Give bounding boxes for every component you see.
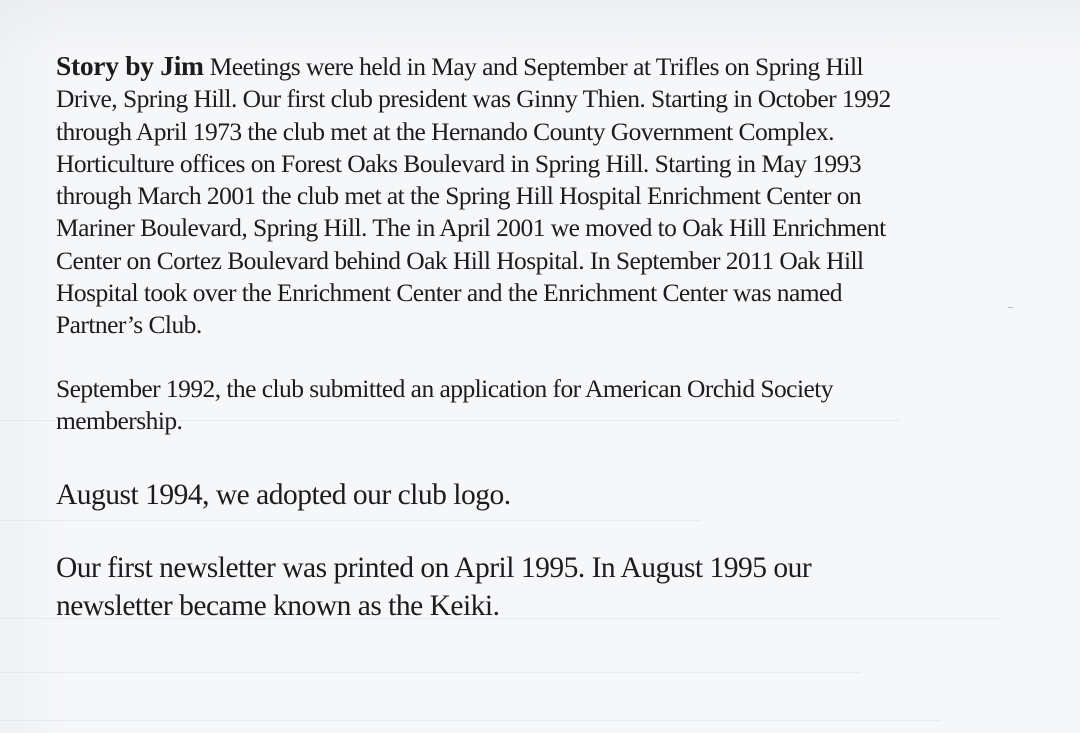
paragraph-line: membership.	[56, 406, 183, 435]
paragraph-line: newsletter became known as the Keiki.	[56, 589, 500, 622]
paragraph-line: Drive, Spring Hill. Our first club president was Ginny Thien. Starting in October 1992	[56, 84, 891, 114]
paragraph-line-text: Meetings were held in May and September at Trifles on Spring Hill	[209, 52, 864, 81]
paragraph-line: Our first newsletter was printed on April 1995. In August 1995 our	[56, 552, 812, 584]
scan-speck-mark: –	[1008, 302, 1013, 313]
paragraph-line: through March 2001 the club met at the Spring Hill Hospital Enrichment Center on	[56, 181, 862, 211]
paragraph-line: Horticulture offices on Forest Oaks Boulevard in Spring Hill. Starting in May 1993	[56, 148, 862, 178]
paragraph-line: Hospital took over the Enrichment Center and the Enrichment Center was named	[56, 278, 842, 308]
paragraph-line: Center on Cortez Boulevard behind Oak Hill Hospital. In September 2011 Oak Hill	[56, 245, 864, 275]
paragraph-line: September 1992, the club submitted an application for American Orchid Society	[56, 374, 833, 403]
story-author-heading: Story by Jim	[56, 50, 204, 81]
logo-paragraph	[56, 476, 511, 514]
paragraph-line	[56, 50, 891, 83]
membership-paragraph	[56, 373, 833, 437]
newsletter-paragraph	[56, 550, 811, 625]
bleed-through-line	[0, 672, 860, 673]
paragraph-line: through April 1973 the club met at the Hernando County Government Complex.	[56, 116, 834, 146]
story-paragraph	[56, 50, 891, 342]
paragraph-line: Partner’s Club.	[56, 310, 202, 340]
paragraph-line: August 1994, we adopted our club logo.	[56, 479, 511, 511]
bleed-through-line	[0, 720, 940, 721]
paragraph-line: Mariner Boulevard, Spring Hill. The in April 2001 we moved to Oak Hill Enrichment	[56, 213, 886, 243]
bleed-through-line	[0, 520, 700, 521]
